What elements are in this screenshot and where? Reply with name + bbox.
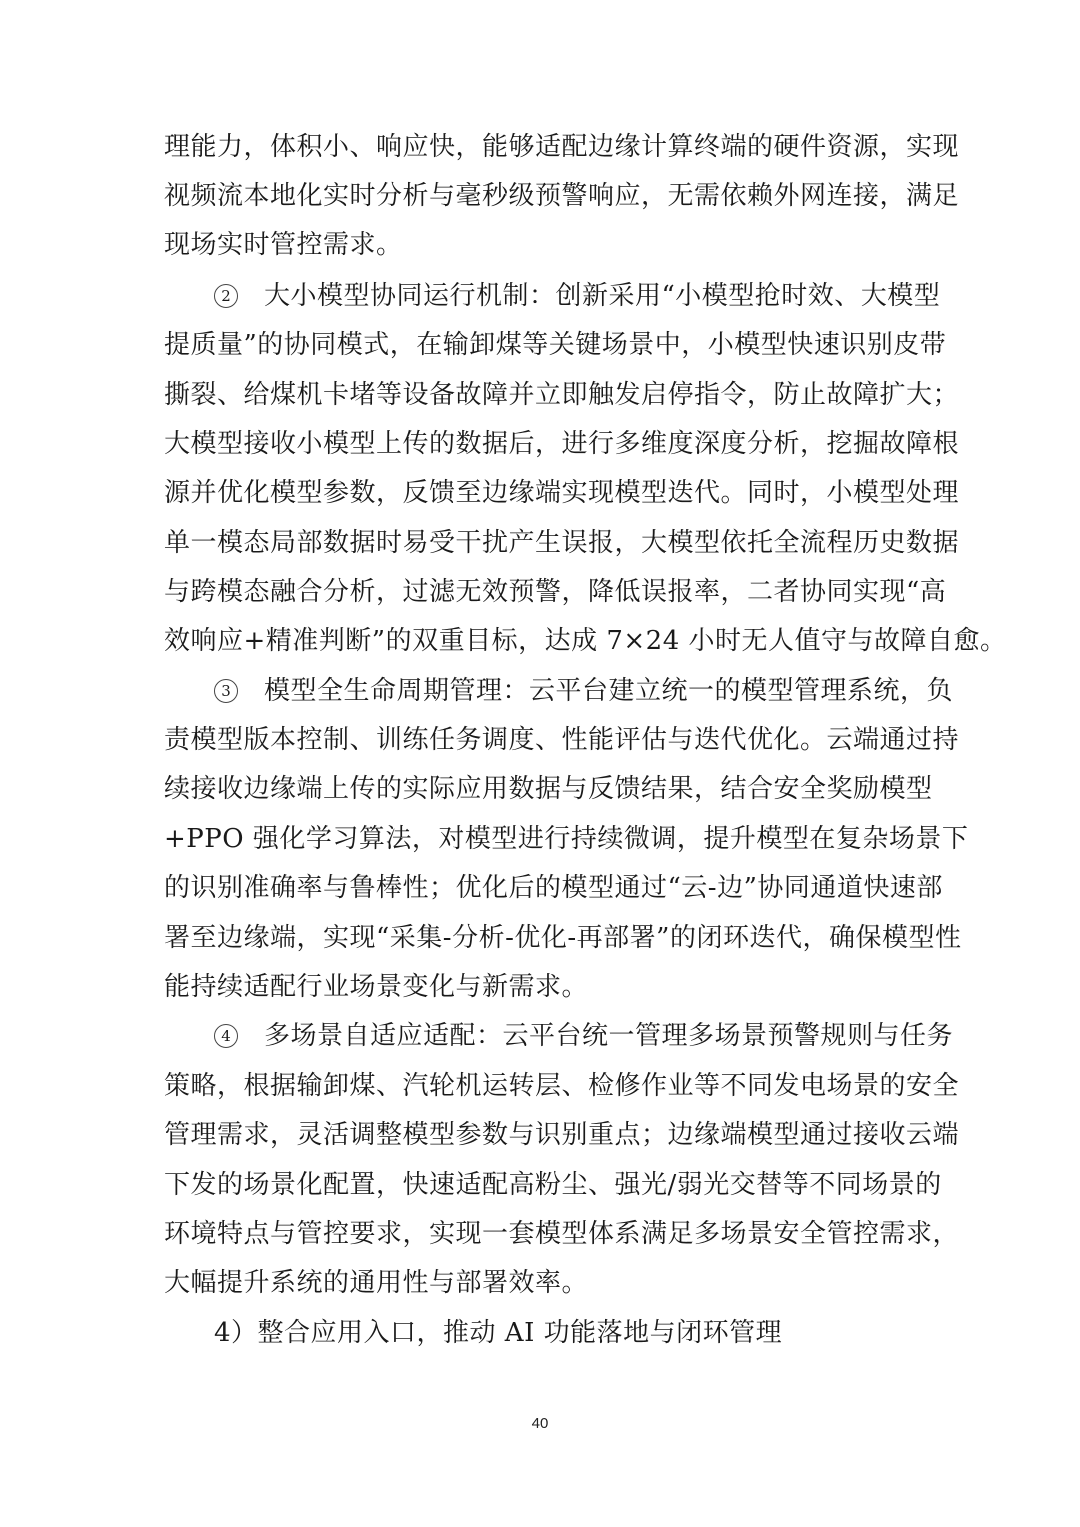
text-line: 管理需求，灵活调整模型参数与识别重点；边缘端模型通过接收云端 (164, 1120, 960, 1150)
text-line: 撕裂、给煤机卡堵等设备故障并立即触发启停指令，防止故障扩大； (164, 380, 960, 410)
circled-number-marker: 4 (214, 1024, 238, 1048)
list-item-text: 大小模型协同运行机制：创新采用“小模型抢时效、大模型 (264, 281, 941, 311)
list-item-text: 多场景自适应适配：云平台统一管理多场景预警规则与任务 (264, 1021, 954, 1051)
text-line: 署至边缘端，实现“采集-分析-优化-再部署”的闭环迭代，确保模型性 (164, 923, 962, 953)
text-line: 下发的场景化配置，快速适配高粉尘、强光/弱光交替等不同场景的 (164, 1170, 942, 1200)
text-line: +PPO 强化学习算法，对模型进行持续微调，提升模型在复杂场景下 (164, 824, 969, 854)
list-item-header (214, 272, 940, 321)
text-line: 提质量”的协同模式，在输卸煤等关键场景中，小模型快速识别皮带 (164, 330, 947, 360)
text-line: 大模型接收小模型上传的数据后，进行多维度深度分析，挖掘故障根 (164, 429, 960, 459)
text-line: 责模型版本控制、训练任务调度、性能评估与迭代优化。云端通过持 (164, 725, 960, 755)
text-line: 环境特点与管控要求，实现一套模型体系满足多场景安全管控需求， (164, 1219, 960, 1249)
text-line: 大幅提升系统的通用性与部署效率。 (164, 1268, 589, 1298)
list-item-header (214, 667, 953, 716)
text-line: 单一模态局部数据时易受干扰产生误报，大模型依托全流程历史数据 (164, 528, 960, 558)
list-item-header (214, 1012, 953, 1061)
text-line: 理能力，体积小、响应快，能够适配边缘计算终端的硬件资源，实现 (164, 132, 960, 162)
text-line: 策略，根据输卸煤、汽轮机运转层、检修作业等不同发电场景的安全 (164, 1071, 960, 1101)
text-line: 能持续适配行业场景变化与新需求。 (164, 972, 589, 1002)
section-heading: 4）整合应用入口，推动 AI 功能落地与闭环管理 (214, 1318, 783, 1348)
text-line: 源并优化模型参数，反馈至边缘端实现模型迭代。同时，小模型处理 (164, 478, 960, 508)
text-line: 与跨模态融合分析，过滤无效预警，降低误报率，二者协同实现“高 (164, 577, 947, 607)
text-line: 续接收边缘端上传的实际应用数据与反馈结果，结合安全奖励模型 (164, 774, 933, 804)
text-line: 效响应+精准判断”的双重目标，达成 7×24 小时无人值守与故障自愈。 (164, 626, 1007, 656)
list-item-text: 模型全生命周期管理：云平台建立统一的模型管理系统，负 (264, 676, 954, 706)
circled-number-marker: 3 (214, 679, 238, 703)
text-line: 的识别准确率与鲁棒性；优化后的模型通过“云-边”协同通道快速部 (164, 873, 943, 903)
text-line: 视频流本地化实时分析与毫秒级预警响应，无需依赖外网连接，满足 (164, 181, 960, 211)
circled-number-marker: 2 (214, 284, 238, 308)
text-line: 现场实时管控需求。 (164, 230, 403, 260)
page-number: 40 (531, 1415, 549, 1432)
